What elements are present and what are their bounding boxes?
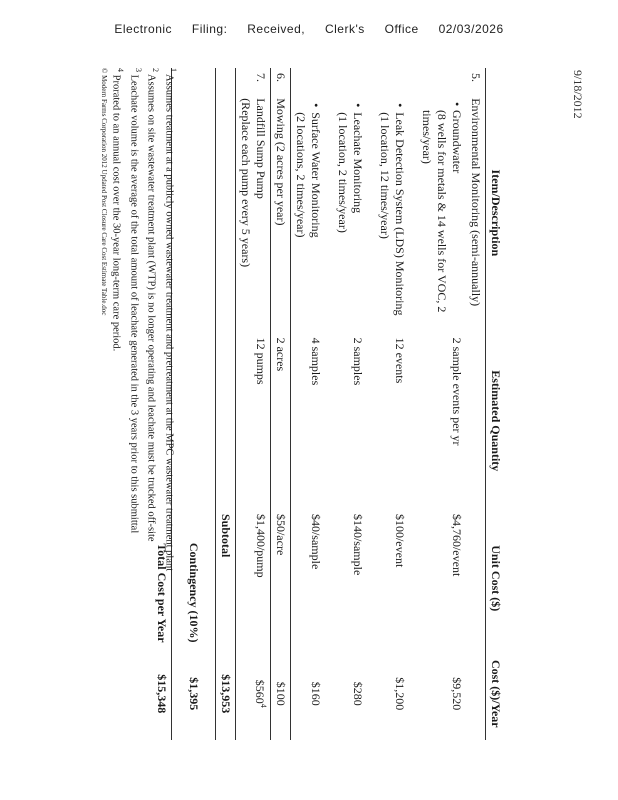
table-row [333,68,375,740]
qty-cell: 12 pumps [236,333,271,509]
item-detail: (1 location, 2 times/year) [336,112,350,233]
qty-cell: 2 acres [271,333,291,509]
row-number: 6. [271,68,291,93]
footnote: $^4$ Prorated to an annual cost over the 30-year long-term care period. [111,68,126,352]
table-row [291,68,334,740]
footnote: $^3$ Leachate volume is the average of the total amount of leachate generated in the 3 years prior to this submittal [128,68,143,534]
table-row [417,68,466,740]
qty-cell: 2 sample events per yr [450,337,464,446]
list-item [335,98,365,327]
header-word-office: Office [384,22,419,36]
footnote-ref: 4 [259,703,268,708]
subtotal-value: $13,953 [216,648,236,740]
year-cell: $560 [253,679,267,704]
header-word-clerks: Clerk's [324,22,365,36]
item-detail: (Replace each pump every 5 years) [239,98,253,268]
table-row [271,68,291,740]
footnote: $^2$ Assumes on site wastewater treatment plant (WTP) is no longer operating and leachate must be trucked off-site [146,68,161,542]
list-item [293,98,323,327]
item-detail: (8 wells for metals & 14 wells for VOC, 2 times/year) [420,109,449,313]
year-cell: $160 [291,648,334,740]
unit-cell: $4,760/event [450,513,464,577]
unit-cell: $1,400/pump [236,509,271,648]
table-row [466,68,486,740]
item-name: Leak Detection System (LDS) Monitoring [393,112,407,316]
header-date: 02/03/2026 [438,22,504,36]
header-word-filing: Filing: [191,22,228,36]
item-name: Leachate Monitoring [351,112,365,214]
table-row [236,68,271,740]
subtotal-row [216,68,236,740]
unit-cell: $40/sample [291,509,334,648]
cost-table [152,68,505,740]
table-row [375,68,417,740]
header-qty: Estimated Quantity [486,333,506,509]
unit-cell: $100/event [393,513,407,568]
item-detail: (2 locations, 2 times/year) [294,112,308,238]
item-name: Groundwater [450,109,464,174]
qty-cell: 4 samples [291,333,334,509]
item-name: Surface Water Monitoring [309,112,323,238]
unit-cell: $50/acre [271,509,291,648]
row-title: Environmental Monitoring (semi-annually) [469,98,483,307]
rotated-cost-table-page [100,68,505,740]
row-title: Mowing (2 acres per year) [271,93,291,332]
year-cell: $280 [351,681,365,706]
table-header-row [486,68,506,740]
list-item [419,98,464,327]
bullet-icon: • [450,101,464,107]
bullet-icon: • [393,103,407,108]
year-cell: $1,200 [393,677,407,711]
contingency-label: Contingency (10%) [172,509,216,648]
footnote: $^1$ Assumes treatment at a publicly owned wastewater treatment and pretreatment at the MPC wastewater treatment plant [163,68,178,572]
contingency-value: $1,395 [172,648,216,740]
row-title: Landfill Sump Pump [254,98,268,199]
document-date: 9/18/2012 [571,70,585,119]
header-word-received: Received, [247,22,306,36]
row-number: 7. [236,68,271,93]
subtotal-label: Subtotal [216,509,236,648]
year-cell: $9,520 [450,677,464,711]
bullet-icon: • [309,103,323,108]
unit-cell: $140/sample [351,513,365,576]
qty-cell: 2 samples [351,337,365,386]
file-reference: © Modern Farms Corporation 2012 Updated Post Closure Care Cost Estimate Table.doc [100,68,108,316]
list-item [377,98,407,327]
filing-header [0,22,618,36]
footnotes [97,68,180,740]
item-detail: (1 location, 12 times/year) [378,112,392,239]
bullet-icon: • [351,103,365,108]
total-value: $15,348 [155,674,169,714]
header-word-electronic: Electronic [114,22,173,36]
header-unit: Unit Cost ($) [486,509,506,648]
header-year: Cost ($)/Year [486,648,506,740]
total-label: Total Cost per Year [155,543,169,643]
header-item: Item/Description [486,93,506,332]
row-number: 5. [469,73,483,82]
year-cell: $100 [271,648,291,740]
qty-cell: 12 events [393,337,407,384]
